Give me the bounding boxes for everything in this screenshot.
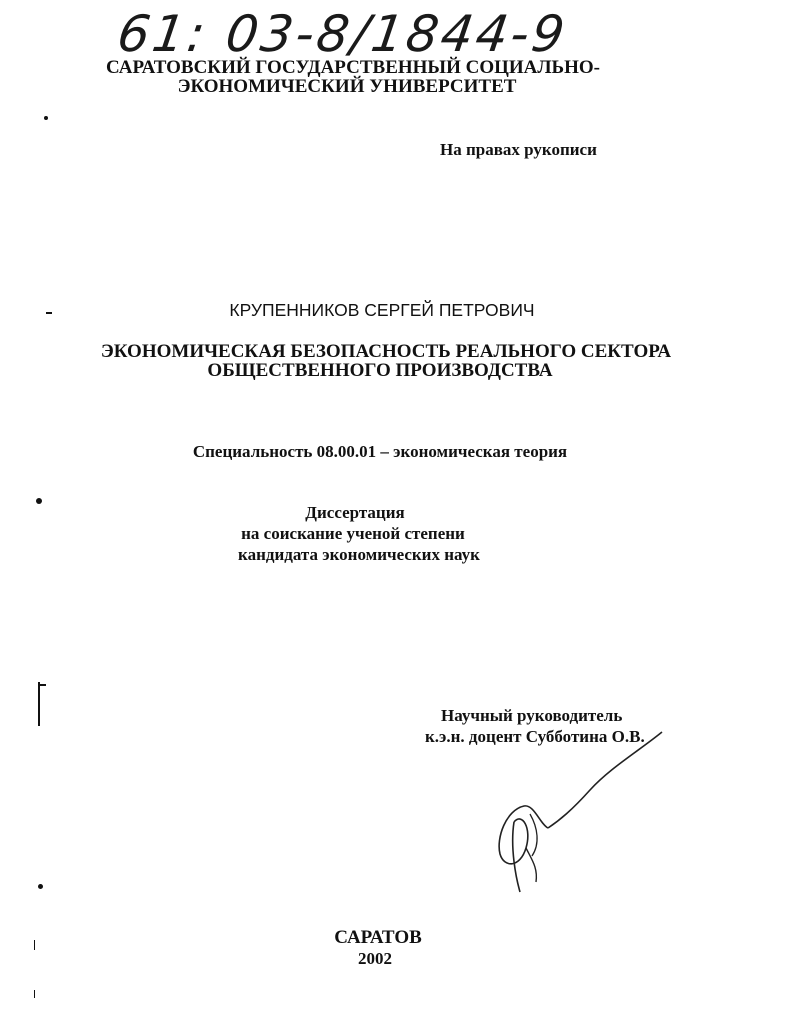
scan-mark bbox=[38, 884, 43, 889]
degree-name: кандидата экономических наук bbox=[238, 545, 480, 564]
author-name: КРУПЕННИКОВ СЕРГЕЙ ПЕТРОВИЧ bbox=[229, 300, 535, 320]
year: 2002 bbox=[358, 949, 392, 968]
handwritten-archive-code: 61: 03-8/1844-9 bbox=[113, 5, 571, 63]
scan-mark bbox=[34, 990, 35, 998]
manuscript-note: На правах рукописи bbox=[440, 140, 597, 159]
dissertation-label: Диссертация bbox=[305, 503, 405, 522]
advisor-name: к.э.н. доцент Субботина О.В. bbox=[425, 727, 645, 746]
scan-mark bbox=[44, 116, 48, 120]
scan-mark bbox=[34, 940, 35, 950]
advisor-signature bbox=[480, 728, 680, 898]
advisor-label: Научный руководитель bbox=[441, 706, 623, 725]
city: САРАТОВ bbox=[334, 927, 422, 948]
scan-mark bbox=[36, 498, 42, 504]
university-name-line-2: ЭКОНОМИЧЕСКИЙ УНИВЕРСИТЕТ bbox=[177, 76, 517, 97]
degree-purpose: на соискание ученой степени bbox=[241, 524, 465, 543]
scan-mark bbox=[38, 682, 40, 726]
scan-mark bbox=[46, 312, 52, 314]
university-name-line-1: САРАТОВСКИЙ ГОСУДАРСТВЕННЫЙ СОЦИАЛЬНО- bbox=[105, 57, 601, 78]
scan-mark bbox=[38, 684, 46, 686]
dissertation-title-line-1: ЭКОНОМИЧЕСКАЯ БЕЗОПАСНОСТЬ РЕАЛЬНОГО СЕКТОРА bbox=[100, 341, 672, 362]
specialty: Специальность 08.00.01 – экономическая теория bbox=[192, 442, 568, 461]
dissertation-title-line-2: ОБЩЕСТВЕННОГО ПРОИЗВОДСТВА bbox=[207, 360, 553, 381]
